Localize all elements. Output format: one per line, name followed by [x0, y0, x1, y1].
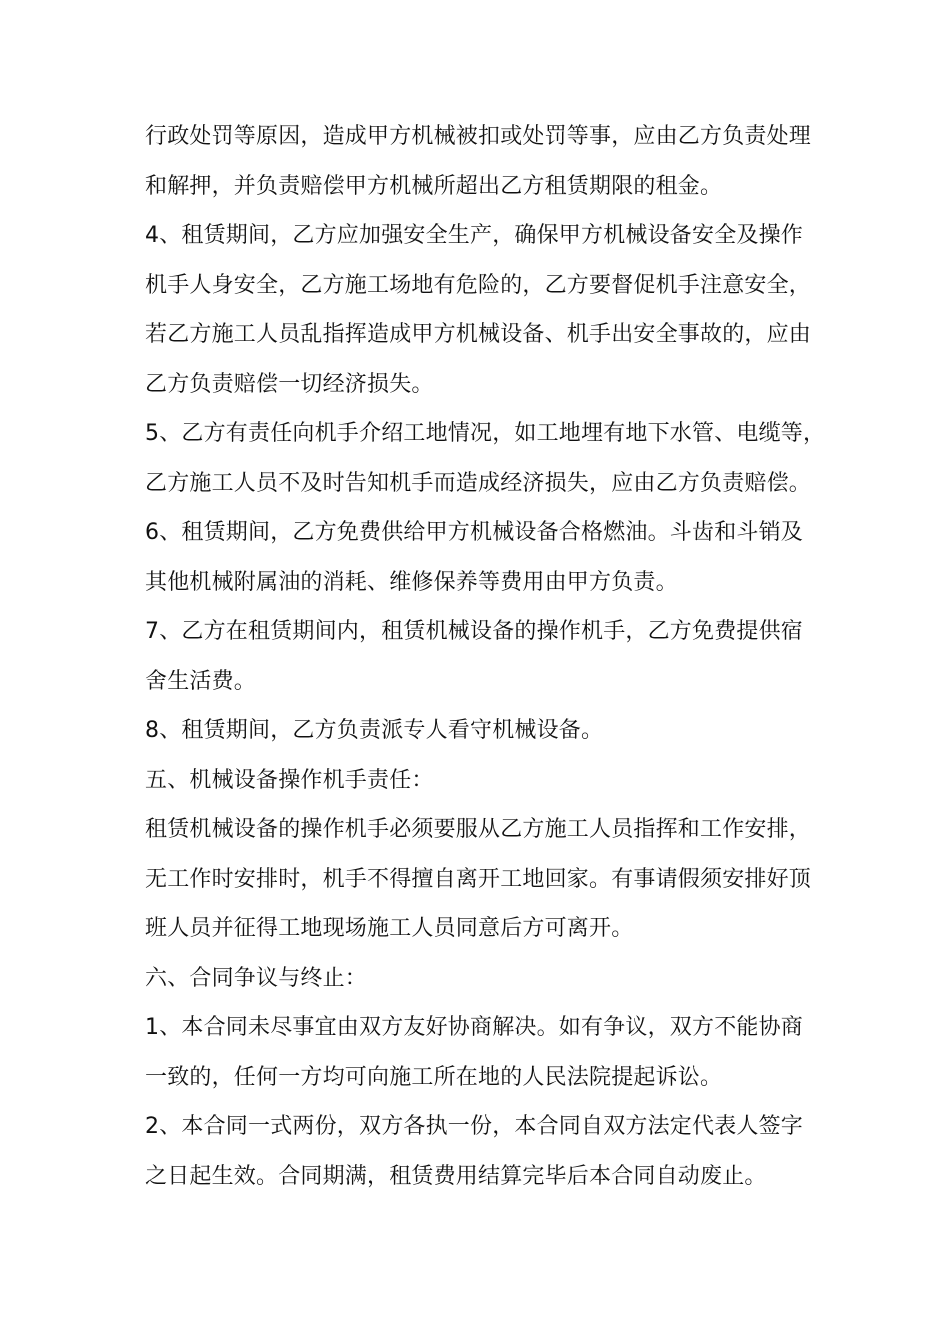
- text-line: 其他机械附属油的消耗、维修保养等费用由甲方负责。: [145, 569, 678, 595]
- text-line: 机手人身安全，乙方施工场地有危险的，乙方要督促机手注意安全，: [145, 272, 812, 298]
- text-line: 无工作时安排时，机手不得擅自离开工地回家。有事请假须安排好顶: [145, 866, 812, 892]
- clause-4-line: 4、租赁期间，乙方应加强安全生产，确保甲方机械设备安全及操作: [145, 223, 803, 248]
- text-line: 若乙方施工人员乱指挥造成甲方机械设备、机手出安全事故的，应由: [145, 322, 812, 347]
- section-heading-six: 六、合同争议与终止：: [145, 965, 368, 991]
- clause-6-line: 6、租赁期间，乙方免费供给甲方机械设备合格燃油。斗齿和斗销及: [145, 520, 803, 545]
- text-line: 行政处罚等原因，造成甲方机械被扣或处罚等事，应由乙方负责处理: [145, 124, 812, 149]
- text-line: 租赁机械设备的操作机手必须要服从乙方施工人员指挥和工作安排，: [145, 817, 812, 842]
- text-line: 乙方施工人员不及时告知机手而造成经济损失，应由乙方负责赔偿。: [145, 470, 812, 496]
- text-line: 一致的，任何一方均可向施工所在地的人民法院提起诉讼。: [145, 1064, 723, 1090]
- section-heading-five: 五、机械设备操作机手责任：: [145, 767, 434, 793]
- text-line: 乙方负责赔偿一切经济损失。: [145, 371, 434, 397]
- text-line: 和解押，并负责赔偿甲方机械所超出乙方租赁期限的租金。: [145, 173, 723, 199]
- clause-2-line: 2、本合同一式两份，双方各执一份，本合同自双方法定代表人签字: [145, 1114, 803, 1139]
- clause-7-line: 7、乙方在租赁期间内，租赁机械设备的操作机手，乙方免费提供宿: [145, 619, 803, 644]
- document-body: [145, 112, 825, 1201]
- text-line: 舍生活费。: [145, 668, 257, 694]
- text-line: 之日起生效。合同期满，租赁费用结算完毕后本合同自动废止。: [145, 1163, 767, 1189]
- clause-1-line: 1、本合同未尽事宜由双方友好协商解决。如有争议，双方不能协商: [145, 1015, 803, 1040]
- text-line: 班人员并征得工地现场施工人员同意后方可离开。: [145, 916, 634, 941]
- clause-5-line: 5、乙方有责任向机手介绍工地情况，如工地埋有地下水管、电缆等，: [145, 421, 826, 446]
- clause-8-line: 8、租赁期间，乙方负责派专人看守机械设备。: [145, 718, 604, 743]
